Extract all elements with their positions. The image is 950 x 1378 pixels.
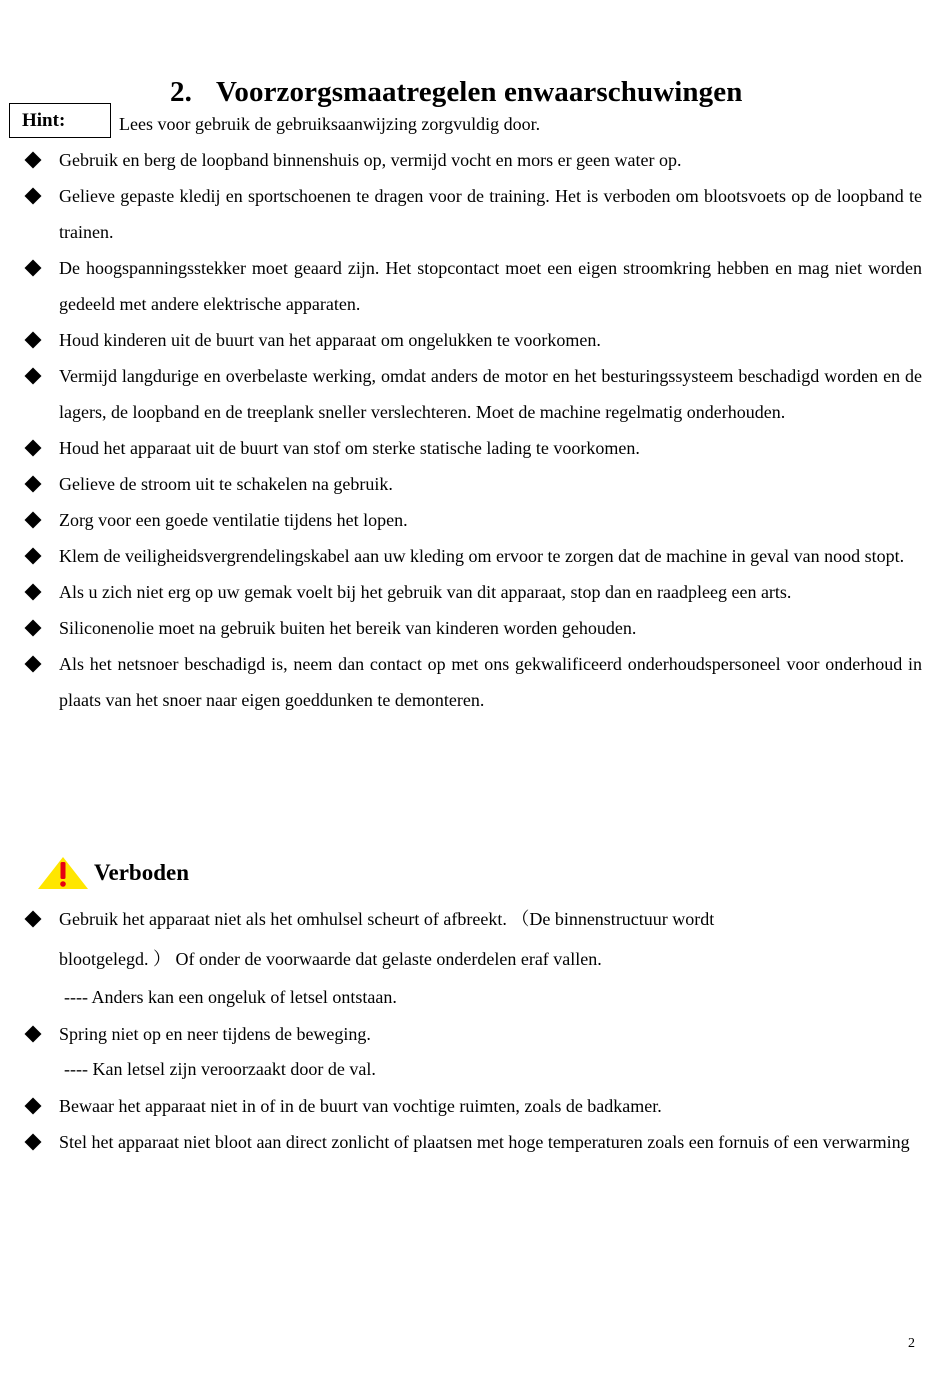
verboden-list xyxy=(24,1088,922,1160)
list-item: Gebruik en berg de loopband binnenshuis op, vermijd vocht en mors er geen water op. xyxy=(24,142,922,178)
list-item: Zorg voor een goede ventilatie tijdens het lopen. xyxy=(24,502,922,538)
verboden-note: ---- Anders kan een ongeluk of letsel ontstaan. xyxy=(64,987,397,1007)
diamond-bullet-icon xyxy=(25,911,42,928)
page-number: 2 xyxy=(908,1336,915,1351)
verboden-list xyxy=(24,1016,922,1052)
diamond-bullet-icon xyxy=(25,1098,42,1115)
hint-text: Lees voor gebruik de gebruiksaanwijzing zorgvuldig door. xyxy=(119,114,541,134)
diamond-bullet-icon xyxy=(25,1026,42,1043)
diamond-bullet-icon xyxy=(25,548,42,565)
diamond-bullet-icon xyxy=(25,332,42,349)
list-item: Als het netsnoer beschadigd is, neem dan contact op met ons gekwalificeerd onderhoudspersoneel voor onderhoud in plaats van het snoer naar eigen goeddunken te demonteren. xyxy=(24,646,922,718)
list-item: Gelieve de stroom uit te schakelen na gebruik. xyxy=(24,466,922,502)
diamond-bullet-icon xyxy=(25,440,42,457)
list-item: Houd kinderen uit de buurt van het apparaat om ongelukken te voorkomen. xyxy=(24,322,922,358)
section-title: Voorzorgsmaatregelen enwaarschuwingen xyxy=(216,76,743,108)
diamond-bullet-icon xyxy=(25,260,42,277)
warning-triangle-icon xyxy=(37,856,89,890)
verboden-note: ---- Kan letsel zijn veroorzaakt door de val. xyxy=(64,1059,376,1079)
verboden-list xyxy=(24,900,922,980)
diamond-bullet-icon xyxy=(25,656,42,673)
list-item: Stel het apparaat niet bloot aan direct zonlicht of plaatsen met hoge temperaturen zoals een fornuis of een verwarming xyxy=(24,1124,922,1160)
section-number: 2. xyxy=(170,76,192,108)
list-item: Siliconenolie moet na gebruik buiten het bereik van kinderen worden gehouden. xyxy=(24,610,922,646)
diamond-bullet-icon xyxy=(25,188,42,205)
list-item: Houd het apparaat uit de buurt van stof om sterke statische lading te voorkomen. xyxy=(24,430,922,466)
diamond-bullet-icon xyxy=(25,584,42,601)
hint-label: Hint: xyxy=(22,110,66,131)
diamond-bullet-icon xyxy=(25,476,42,493)
section-heading xyxy=(170,76,742,109)
list-item: Gelieve gepaste kledij en sportschoenen te dragen voor de training. Het is verboden om blootsvoets op de loopband te trainen. xyxy=(24,178,922,250)
precautions-list xyxy=(24,142,922,718)
list-item: Gebruik het apparaat niet als het omhulsel scheurt of afbreekt. （De binnenstructuur wordt blootgelegd. ） Of onder de voorwaarde dat gelaste onderdelen eraf vallen. xyxy=(24,900,922,980)
diamond-bullet-icon xyxy=(25,620,42,637)
diamond-bullet-icon xyxy=(25,368,42,385)
list-item: De hoogspanningsstekker moet geaard zijn. Het stopcontact moet een eigen stroomkring hebben en mag niet worden gedeeld met andere elektrische apparaten. xyxy=(24,250,922,322)
list-item: Als u zich niet erg op uw gemak voelt bij het gebruik van dit apparaat, stop dan en raadpleeg een arts. xyxy=(24,574,922,610)
list-item: Vermijd langdurige en overbelaste werking, omdat anders de motor en het besturingssysteem beschadigd worden en de lagers, de loopband en de treeplank sneller verslechteren. Moet de machine regelmatig onderhouden. xyxy=(24,358,922,430)
list-item: Spring niet op en neer tijdens de beweging. xyxy=(24,1016,922,1052)
list-item: Klem de veiligheidsvergrendelingskabel aan uw kleding om ervoor te zorgen dat de machine in geval van nood stopt. xyxy=(24,538,922,574)
verboden-title: Verboden xyxy=(94,860,189,885)
diamond-bullet-icon xyxy=(25,1134,42,1151)
diamond-bullet-icon xyxy=(25,152,42,169)
diamond-bullet-icon xyxy=(25,512,42,529)
hint-label-box xyxy=(9,103,111,138)
list-item: Bewaar het apparaat niet in of in de buurt van vochtige ruimten, zoals de badkamer. xyxy=(24,1088,922,1124)
